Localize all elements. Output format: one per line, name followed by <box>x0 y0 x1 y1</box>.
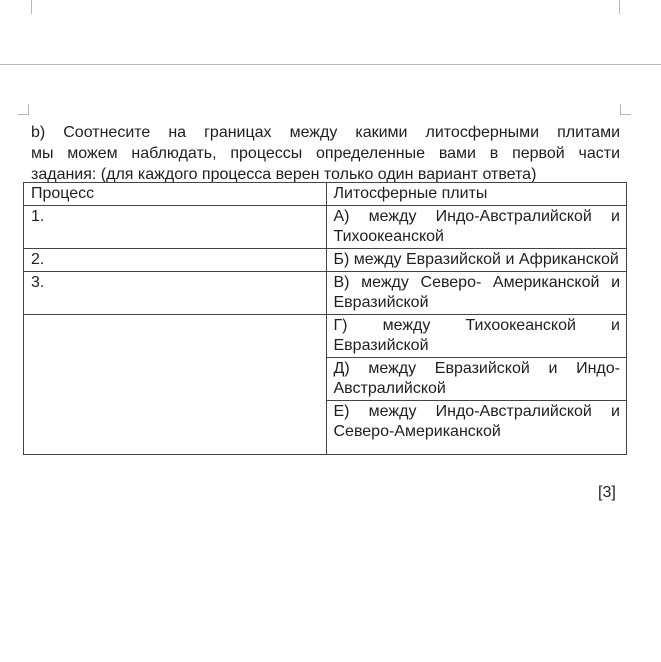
table-header-row <box>24 183 627 206</box>
header-process: Процесс <box>24 183 327 206</box>
task-instructions <box>31 122 620 185</box>
matching-table <box>23 182 627 455</box>
task-line-2: мы можем наблюдать, процессы определенные вами в первой части <box>31 145 620 162</box>
task-line-3: задания: (для каждого процесса верен только один вариант ответа) <box>31 166 537 183</box>
header-plates: Литосферные плиты <box>326 183 627 206</box>
process-cell-3[interactable]: 3. <box>24 272 327 315</box>
table-row <box>24 249 627 272</box>
option-v: В) между Северо- Американской и Евразийской <box>326 272 627 315</box>
process-cell-2[interactable]: 2. <box>24 249 327 272</box>
page-margin-mark-left <box>31 0 32 14</box>
process-cell-1[interactable]: 1. <box>24 206 327 249</box>
option-b: Б) между Евразийской и Африканской <box>326 249 627 272</box>
option-g: Г) между Тихоокеанской и Евразийской <box>326 315 627 358</box>
empty-process-cell <box>24 315 327 455</box>
score-label: [3] <box>598 484 616 501</box>
option-e: Е) между Индо-Австралийской и Северо-Американской <box>326 401 627 455</box>
page-top-rule <box>0 64 661 65</box>
page-margin-mark-right <box>619 0 620 14</box>
task-line-1: b) Соотнесите на границах между какими литосферными плитами <box>31 124 620 141</box>
table-row <box>24 315 627 358</box>
table-row <box>24 206 627 249</box>
option-a: А) между Индо-Австралийской и Тихоокеанской <box>326 206 627 249</box>
option-d: Д) между Евразийской и Индо-Австралийской <box>326 358 627 401</box>
table-row <box>24 272 627 315</box>
text-area-corner-top-right <box>620 104 631 115</box>
text-area-corner-top-left <box>18 104 29 115</box>
